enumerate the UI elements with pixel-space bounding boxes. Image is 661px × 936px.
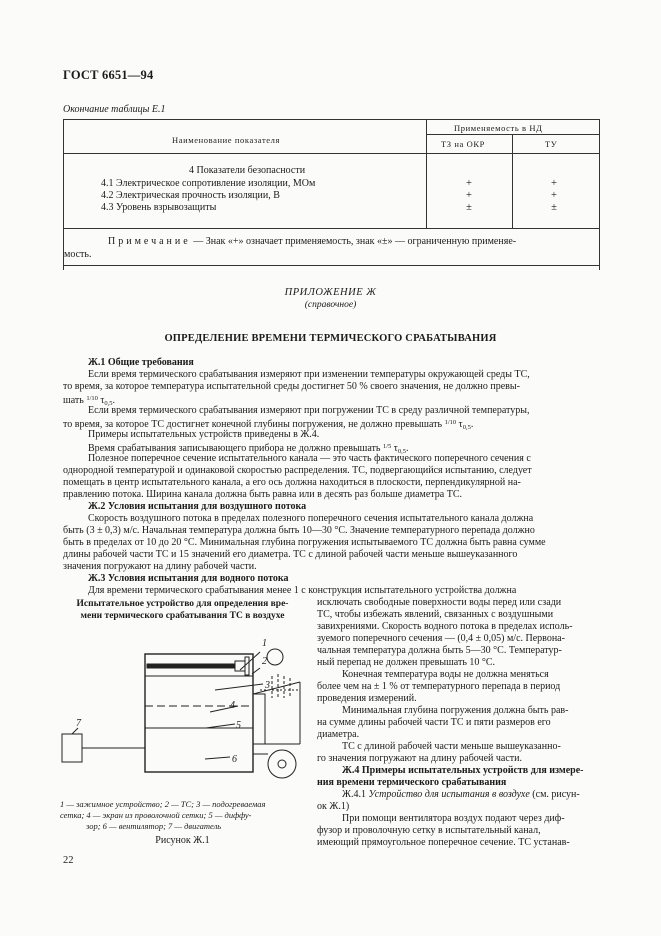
- paragraph-line: правлению потока. Ширина канала должна быть равна или в десять раз больше диаметра ТС.: [63, 489, 462, 500]
- appendix-title: ПРИЛОЖЕНИЕ Ж: [284, 287, 377, 298]
- paragraph-line: Конечная температура воды не должна меняться: [342, 669, 549, 680]
- paragraph-line: помещать в центр испытательного канала, а его ось должна находиться в плоскости, перпендикулярной на-: [63, 477, 521, 488]
- paragraph-line: шать $^{1/10}$ $\tau_{0,5}$.: [63, 395, 116, 407]
- properties-table: [63, 119, 600, 270]
- drawing-label: 5: [236, 720, 241, 731]
- paragraph-line: Если время термического срабатывания измеряют при погружении ТС в среду различной температуры,: [88, 405, 530, 416]
- table-row-label: 4.3 Уровень взрывозащиты: [101, 202, 217, 213]
- paragraph-line: быть в пределах от 10 до 20 °С. Минимальная глубина погружения испытываемого ТС должна быть равна сумме: [63, 537, 546, 548]
- paragraph-line: Время срабатывания записывающего прибора не должно превышать $^{1/5}$ $\tau_{0,5}$.: [88, 443, 409, 455]
- section-heading: Ж.1 Общие требования: [88, 357, 194, 368]
- table-cell-value: +: [551, 190, 557, 201]
- paragraph-line: быть (3 ± 0,3) м/с. Начальная температура должна быть 10—30 °С. Значение температурного перепада должно: [63, 525, 535, 536]
- table-note-cont: мость.: [64, 249, 92, 260]
- drawing-label: 1: [262, 638, 267, 649]
- paragraph-line: завихрениями. Скорость водного потока в пределах исполь-: [317, 621, 573, 632]
- section-heading: Ж.3 Условия испытания для водного потока: [88, 573, 289, 584]
- paragraph-line: диаметра.: [317, 729, 360, 740]
- paragraph-line: Минимальная глубина погружения должна быть рав-: [342, 705, 569, 716]
- drawing-label: 6: [232, 754, 237, 765]
- note-text: — Знак «+» означает применяемость, знак «±» — ограниченную применяе-: [190, 236, 517, 247]
- col-a-header: ТЗ на ОКР: [441, 139, 485, 149]
- appendix-subtitle: (справочное): [304, 300, 357, 310]
- paragraph-line: Скорость воздушного потока в пределах полезного поперечного сечения испытательного канала должна: [88, 513, 534, 524]
- page-number: 22: [63, 855, 74, 866]
- paragraph-line: фузор и проволочную сетку в испытательный канал,: [317, 825, 541, 836]
- table-cell-value: +: [466, 190, 472, 201]
- table-row-label: 4.2 Электрическая прочность изоляции, В: [101, 190, 280, 201]
- table-cell-value: +: [466, 178, 472, 189]
- table-cell-value: +: [551, 178, 557, 189]
- table-cell-value: ±: [466, 202, 472, 213]
- table-section: 4 Показатели безопасности: [189, 165, 306, 176]
- paragraph-line: Ж.4.1 Устройство для испытания в воздухе (см. рисун-: [342, 789, 580, 800]
- paragraph-line: то время, за которое ТС достигнет конечной глубины погружения, не должно превышать $^{1/10}$ $\tau_{0,5}$.: [63, 419, 474, 431]
- paragraph-line: на сумме длины рабочей части ТС и пяти размеров его: [317, 717, 551, 728]
- figure-legend: сетка; 4 — экран из проволочной сетки; 5 — диффу-: [60, 810, 252, 820]
- paragraph-line: более чем на ± 1 % от температурного перепада в период: [317, 681, 561, 692]
- paragraph-line: При помощи вентилятора воздух подают через диф-: [342, 813, 565, 824]
- test-device-drawing: [60, 624, 312, 794]
- paragraph-line: имеющий прямоугольное поперечное сечение. ТС устанав-: [317, 837, 570, 848]
- section-heading: Ж.4 Примеры испытательных устройств для измере-: [342, 765, 584, 776]
- main-title: ОПРЕДЕЛЕНИЕ ВРЕМЕНИ ТЕРМИЧЕСКОГО СРАБАТЫВАНИЯ: [164, 333, 497, 344]
- paragraph-line: то время, за которое температура испытательной среды достигнет 50 % своего значения, не должно превы-: [63, 381, 520, 392]
- figure-title: мени термического срабатывания ТС в воздухе: [80, 611, 285, 621]
- note-word: Примечание: [108, 236, 191, 247]
- drawing-label: 7: [76, 718, 81, 729]
- drawing-label: 3: [265, 680, 270, 691]
- section-heading: Ж.2 Условия испытания для воздушного потока: [88, 501, 307, 512]
- paragraph-line: длины рабочей части ТС и 15 значений его диаметра. ТС с длиной рабочей части меньше вышеуказанного: [63, 549, 518, 560]
- table-cell-value: ±: [551, 202, 557, 213]
- table-rule: [64, 228, 599, 229]
- table-row-label: 4.1 Электрическое сопротивление изоляции, МОм: [101, 178, 316, 189]
- paragraph-line: Для времени термического срабатывания менее 1 с конструкция испытательного устройства должна: [88, 585, 517, 596]
- table-note: [108, 235, 516, 248]
- table-rule: [512, 134, 513, 228]
- drawing-label: 2: [262, 656, 267, 667]
- paragraph-line: Если время термического срабатывания измеряют при изменении температуры окружающей среды ТС,: [88, 369, 530, 380]
- paragraph-line: ок Ж.1): [317, 801, 350, 812]
- drawing-label: 4: [230, 700, 235, 711]
- paragraph-line: ТС с длиной рабочей части меньше вышеуказанно-: [342, 741, 561, 752]
- paragraph-line: значения погружают на длину рабочей части.: [63, 561, 257, 572]
- figure-title: Испытательное устройство для определения вре-: [76, 599, 289, 609]
- col-name-header: Наименование показателя: [172, 135, 281, 145]
- paragraph-line: проведения измерений.: [317, 693, 417, 704]
- col-b-header: ТУ: [545, 139, 558, 149]
- paragraph-line: ТС, чтобы избежать явлений, связанных с воздушными: [317, 609, 554, 620]
- table-caption: Окончание таблицы Е.1: [63, 104, 166, 115]
- standard-header: ГОСТ 6651—94: [63, 68, 154, 82]
- table-rule: [426, 120, 427, 228]
- table-rule: [64, 265, 599, 266]
- paragraph-line: го значения погружают на длину рабочей части.: [317, 753, 522, 764]
- section-heading: ния времени термического срабатывания: [317, 777, 507, 788]
- paragraph-line: однородной температурой и одинаковой скоростью распределения. ТС, подвергающийся испытанию, следует: [63, 465, 532, 476]
- col-group-header: Применяемость в НД: [454, 123, 543, 133]
- figure-legend: 1 — зажимное устройство; 2 — ТС; 3 — подогреваемая: [60, 799, 266, 809]
- paragraph-line: Полезное поперечное сечение испытательного канала — это часть фактического поперечного сечения с: [88, 453, 531, 464]
- paragraph-line: чальная температура должна быть 5—30 °С. Температур-: [317, 645, 562, 656]
- paragraph-line: ный перепад не должен превышать 10 °С.: [317, 657, 496, 668]
- figure-caption: Рисунок Ж.1: [155, 835, 210, 846]
- paragraph-line: Примеры испытательных устройств приведены в Ж.4.: [88, 429, 320, 440]
- figure-legend: зор; 6 — вентилятор; 7 — двигатель: [86, 821, 222, 831]
- table-rule: [64, 153, 599, 154]
- paragraph-line: исключать свободные поверхности воды перед или сзади: [317, 597, 562, 608]
- paragraph-line: зуемого поперечного сечения — (0,4 ± 0,05) м/с. Первона-: [317, 633, 565, 644]
